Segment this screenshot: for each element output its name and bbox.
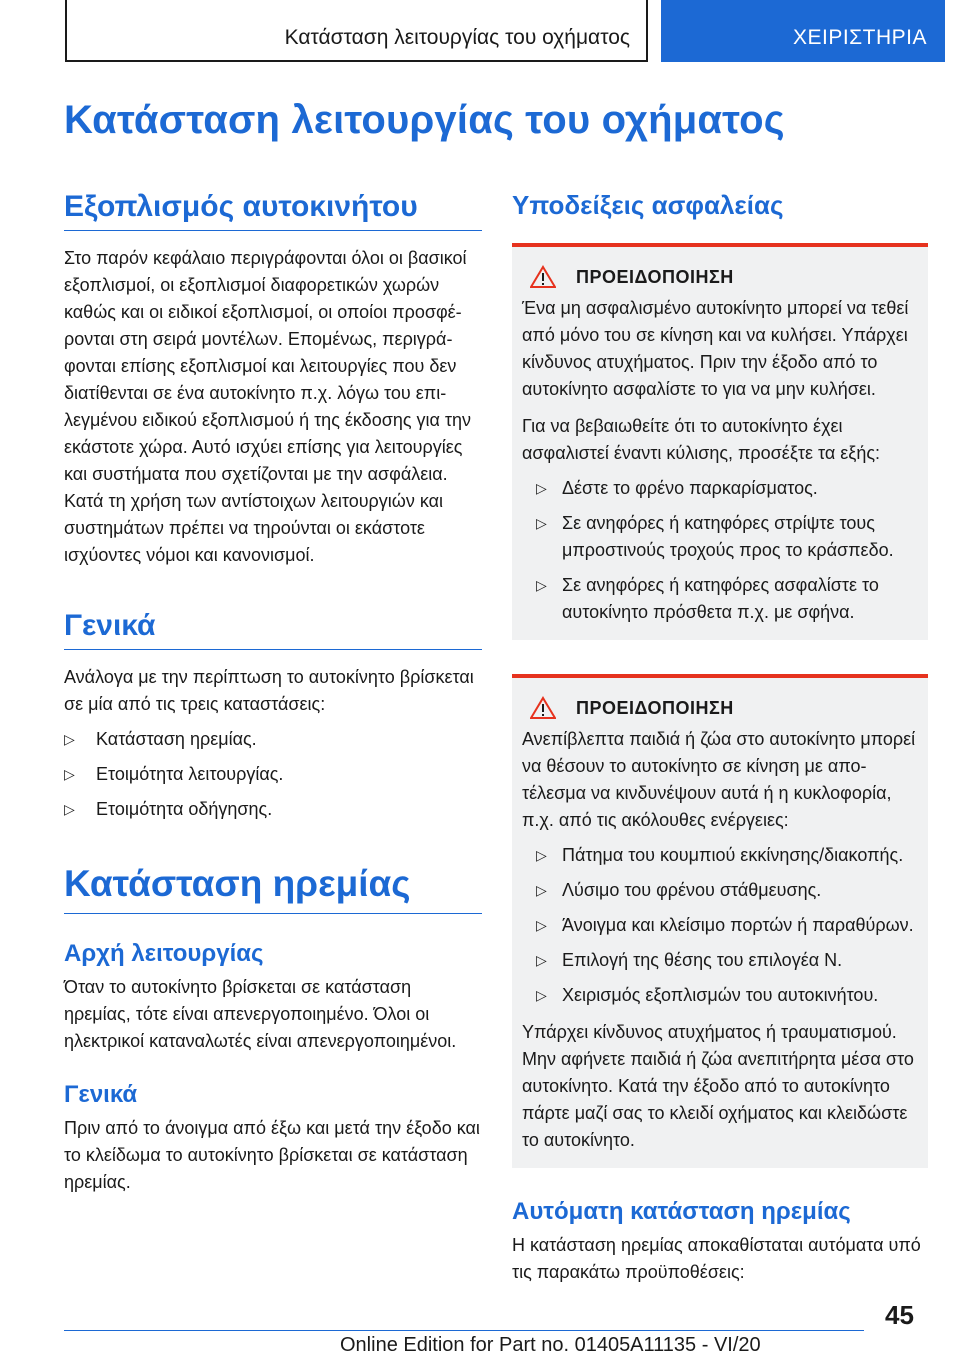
- triangle-bullet-icon: ▷: [64, 731, 75, 747]
- header-section-title: Κατάσταση λειτουργίας του οχήματος: [284, 26, 630, 49]
- principle-heading: Αρχή λειτουργίας: [64, 940, 264, 967]
- triangle-bullet-icon: ▷: [64, 801, 75, 817]
- list-item: ▷ Σε ανηφόρες ή κατηφόρες στρίψτε τους μπροστινούς τροχούς προς το κράσπεδο.: [522, 510, 918, 564]
- list-item: ▷ Δέστε το φρένο παρκαρίσματος.: [522, 475, 918, 502]
- footer-divider: [64, 1330, 864, 1331]
- triangle-bullet-icon: ▷: [536, 952, 547, 968]
- warning-list: [522, 475, 918, 626]
- list-item: ▷ Σε ανηφόρες ή κατηφόρες ασφαλίστε το αυτοκίνητο πρόσθετα π.χ. με σφήνα.: [522, 572, 918, 626]
- state-list: [64, 726, 482, 823]
- page-number: 45: [885, 1300, 914, 1330]
- triangle-bullet-icon: ▷: [536, 515, 547, 531]
- warning-title: ΠΡΟΕΙΔΟΠΟΙΗΣΗ: [576, 266, 734, 287]
- list-item: ▷ Επιλογή της θέσης του επιλογέα N.: [522, 947, 918, 974]
- warning-text: Για να βεβαιωθείτε ότι το αυτοκίνητο έχει ασφαλιστεί έναντι κύλισης, προσέξτε τα εξής:: [522, 416, 881, 463]
- page-title: Κατάσταση λειτουργίας του οχήματος: [64, 98, 785, 142]
- triangle-bullet-icon: ▷: [536, 987, 547, 1003]
- triangle-bullet-icon: ▷: [536, 847, 547, 863]
- general-text: Ανάλογα με την περίπτωση το αυτοκίνητο βρίσκεται σε μία από τις τρεις καταστάσεις:: [64, 667, 474, 714]
- list-item: ▷ Ετοιμότητα λειτουργίας.: [64, 761, 482, 788]
- principle-text: Όταν το αυτοκίνητο βρίσκεται σε κατάσταση ηρεμίας, τότε είναι απενεργοποιημένο. Όλοι οι ηλεκτρικοί καταναλωτές είναι απενεργοποιημένοι.: [64, 977, 457, 1051]
- left-column: [64, 190, 482, 1196]
- header-chapter-tab[interactable]: [661, 0, 945, 62]
- triangle-bullet-icon: ▷: [64, 766, 75, 782]
- header-section-box: [65, 0, 648, 62]
- warning-text: Υπάρχει κίνδυνος ατυχήματος ή τραυματισμού. Μην αφήνετε παιδιά ή ζώα ανεπιτήρητα μέσα στο αυτοκίνητο. Κατά την έξοδο από το αυτοκίνητο πάρτε μαζί σας το κλειδί οχήματος και κλειδώστε το αυτοκίνητο.: [522, 1022, 914, 1150]
- warning-triangle-icon: [530, 265, 556, 289]
- list-item: ▷ Λύσιμο του φρένου στάθμευσης.: [522, 877, 918, 904]
- header-chapter-label: ΧΕΙΡΙΣΤΗΡΙΑ: [792, 26, 927, 49]
- footer-edition: Online Edition for Part no. 01405A11135 - VI/20: [340, 1334, 761, 1356]
- list-item: ▷ Κατάσταση ηρεμίας.: [64, 726, 482, 753]
- warning-text: Ένα μη ασφαλισμένο αυτοκίνητο μπορεί να τεθεί από μόνο του σε κίνηση και να κυλήσει. Υπάρχει κίνδυνος ατυχήματος. Πριν την έξοδο από το αυτοκίνητο ασφαλίστε το για να μην κυλήσει.: [522, 298, 909, 399]
- rest-general-text: Πριν από το άνοιγμα από έξω και μετά την έξοδο και το κλείδωμα το αυτοκίνητο βρίσκεται σε κατάσταση ηρεμίας.: [64, 1118, 480, 1192]
- warning-box: [512, 674, 928, 1168]
- rest-general-heading: Γενικά: [64, 1081, 138, 1108]
- triangle-bullet-icon: ▷: [536, 882, 547, 898]
- list-item: ▷ Χειρισμός εξοπλισμών του αυτοκινήτου.: [522, 982, 918, 1009]
- auto-rest-text: Η κατάσταση ηρεμίας αποκαθίσταται αυτόματα υπό τις παρακάτω προϋποθέσεις:: [512, 1235, 921, 1282]
- warning-triangle-icon: [530, 696, 556, 720]
- triangle-bullet-icon: ▷: [536, 480, 547, 496]
- list-item: ▷ Άνοιγμα και κλείσιμο πορτών ή παραθύρων.: [522, 912, 918, 939]
- general-heading: Γενικά: [64, 609, 482, 650]
- warning-box: [512, 243, 928, 640]
- list-item: ▷ Ετοιμότητα οδήγησης.: [64, 796, 482, 823]
- warning-title: ΠΡΟΕΙΔΟΠΟΙΗΣΗ: [576, 697, 734, 718]
- warning-list: [522, 842, 918, 1009]
- safety-heading: Υποδείξεις ασφαλείας: [512, 190, 784, 220]
- auto-rest-heading: Αυτόματη κατάσταση ηρεμίας: [512, 1198, 851, 1225]
- triangle-bullet-icon: ▷: [536, 917, 547, 933]
- list-item: ▷ Πάτημα του κουμπιού εκκίνησης/διακοπής.: [522, 842, 918, 869]
- rest-heading: Κατάσταση ηρεμίας: [64, 863, 482, 914]
- equipment-heading: Εξοπλισμός αυτοκινήτου: [64, 190, 482, 231]
- equipment-text: Στο παρόν κεφάλαιο περιγράφονται όλοι οι βασικοί εξοπλισμοί, οι εξοπλισμοί διαφορετικών χωρών καθώς και οι ειδικοί εξοπλισμοί, οι οποίοι προσφέρονται στη σειρά μοντέλων. Επομένως, περιγράφονται επίσης εξοπλισμοί και λειτουργίες που δεν διατίθενται σε ένα αυτοκίνητο π.χ. λόγω του επιλεγμένου ειδικού εξοπλισμού ή της έκδοσης για την εκάστοτε χώρα. Αυτό ισχύει επίσης για λειτουργίες και συστήματα που σχετίζονται με την ασφάλεια. Κατά τη χρήση των αντίστοιχων λειτουργιών και συστημάτων πρέπει να τηρούνται οι εκάστοτε ισχύοντες νόμοι και κανονισμοί.: [64, 248, 472, 565]
- right-column: [512, 190, 928, 1286]
- triangle-bullet-icon: ▷: [536, 577, 547, 593]
- warning-text: Ανεπίβλεπτα παιδιά ή ζώα στο αυτοκίνητο μπορεί να θέσουν το αυτοκίνητο σε κίνηση με αποτέλεσμα να κινδυνέψουν αυτά ή η κυκλοφορία, π.χ. από τις ακόλουθες ενέργειες:: [522, 729, 916, 830]
